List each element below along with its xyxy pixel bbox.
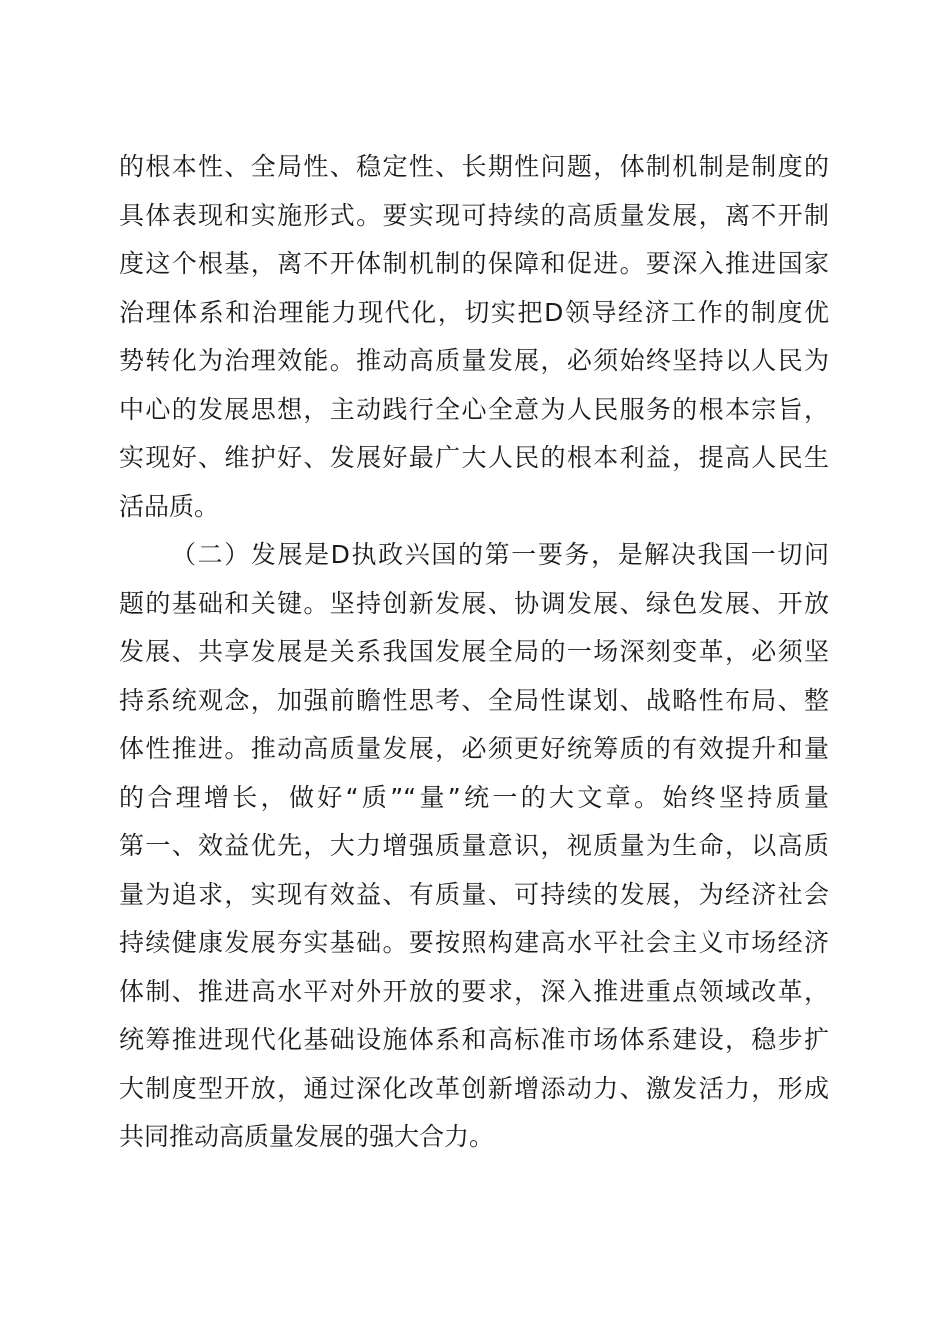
text-line: 势转化为治理效能。推动高质量发展，必须始终坚持以人民为 [119, 346, 829, 375]
text-line: 发展、共享发展是关系我国发展全局的一场深刻变革，必须坚 [119, 637, 829, 666]
text-line: （二）发展是D执政兴国的第一要务，是解决我国一切问 [171, 540, 829, 569]
text-line: 度这个根基，离不开体制机制的保障和促进。要深入推进国家 [119, 249, 829, 278]
text-line: 活品质。 [119, 491, 220, 521]
text-line: 量为追求，实现有效益、有质量、可持续的发展，为经济社会 [119, 879, 829, 909]
text-line: 持续健康发展夯实基础。要按照构建高水平社会主义市场经济 [119, 928, 829, 957]
text-line: 治理体系和治理能力现代化，切实把D领导经济工作的制度优 [119, 297, 829, 327]
text-line: 的合理增长，做好“质”“量”统一的大文章。始终坚持质量 [119, 782, 829, 812]
text-line: 的根本性、全局性、稳定性、长期性问题，体制机制是制度的 [119, 152, 829, 181]
text-line: 实现好、维护好、发展好最广大人民的根本利益，提高人民生 [119, 443, 829, 472]
text-line: 体制、推进高水平对外开放的要求，深入推进重点领域改革， [119, 976, 829, 1006]
text-line: 大制度型开放，通过深化改革创新增添动力、激发活力，形成 [119, 1073, 829, 1103]
text-line: 题的基础和关键。坚持创新发展、协调发展、绿色发展、开放 [119, 588, 829, 618]
text-line: 统筹推进现代化基础设施体系和高标准市场体系建设，稳步扩 [119, 1025, 829, 1054]
document-body [119, 143, 829, 1162]
text-line: 中心的发展思想，主动践行全心全意为人民服务的根本宗旨， [119, 394, 829, 424]
paragraph-2 [119, 531, 829, 1162]
text-line: 体性推进。推动高质量发展，必须更好统筹质的有效提升和量 [119, 734, 829, 763]
text-line: 具体表现和实施形式。要实现可持续的高质量发展，离不开制 [119, 200, 829, 230]
paragraph-1 [119, 143, 829, 531]
text-line: 第一、效益优先，大力增强质量意识，视质量为生命，以高质 [119, 831, 829, 860]
text-line: 持系统观念，加强前瞻性思考、全局性谋划、战略性布局、整 [119, 685, 829, 715]
text-line: 共同推动高质量发展的强大合力。 [119, 1122, 495, 1151]
